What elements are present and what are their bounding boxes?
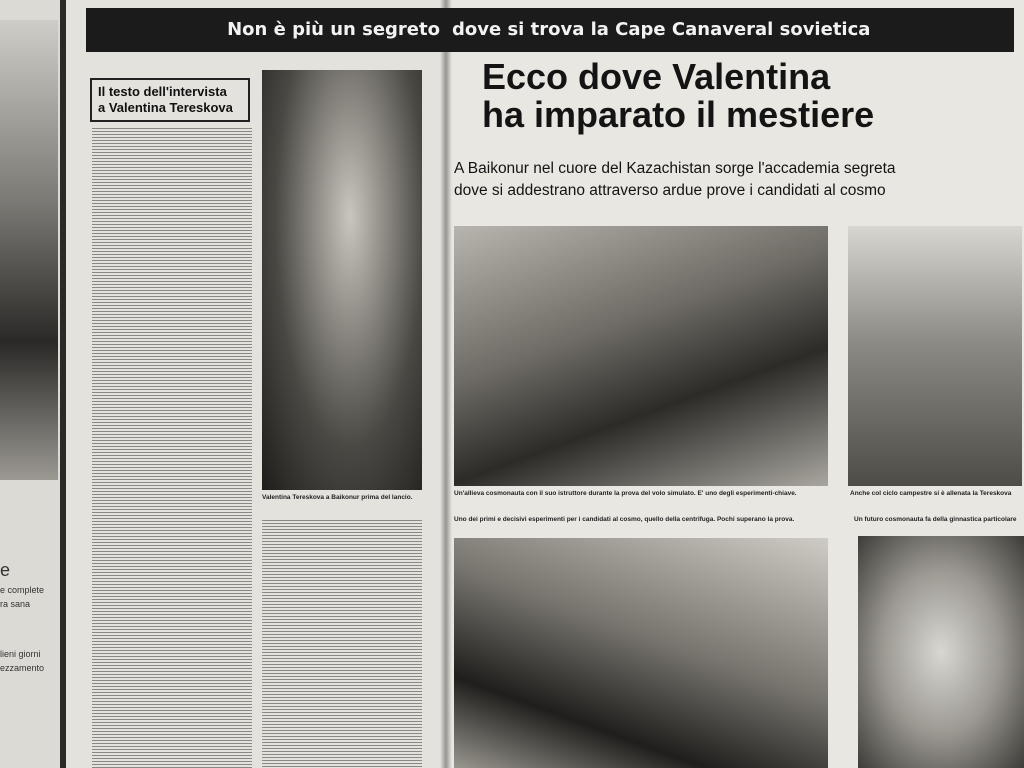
prev-text-line: e complete xyxy=(0,585,45,595)
interview-title-box xyxy=(90,78,250,122)
subhead-line2: dove si addestrano attraverso ardue prove i candidati al cosmo xyxy=(454,182,886,199)
prev-text-line: ra sana xyxy=(0,599,31,609)
article-subhead xyxy=(454,158,1024,202)
previous-page xyxy=(0,0,60,768)
bicycle-training-photo xyxy=(848,226,1022,486)
centrifuge-caption: Uno dei primi e decisivi esperimenti per i candidati al cosmo, quello della centrifuga. Pochi superano la prova. xyxy=(454,516,795,523)
simulator-caption: Un'allieva cosmonauta con il suo istruttore durante la prova del volo simulato. E' uno degli esperimenti-chiave. xyxy=(454,490,797,497)
prev-text-line: ezzamento xyxy=(0,663,45,673)
gymnastics-caption: Un futuro cosmonauta fa della ginnastica particolare xyxy=(854,516,1017,523)
headline-line1: Ecco dove Valentina xyxy=(482,56,831,97)
prev-text-line: e xyxy=(0,560,11,580)
banner-left: Non è più un segreto xyxy=(86,8,446,52)
portrait-caption: Valentina Tereskova a Baikonur prima del lancio. xyxy=(262,494,413,501)
banner-right: dove si trova la Cape Canaveral sovietica xyxy=(446,8,1014,52)
interview-title-line2: a Valentina Tereskova xyxy=(98,100,233,115)
flight-simulator-photo xyxy=(454,226,828,486)
previous-page-photo xyxy=(0,20,58,480)
interview-body-text xyxy=(92,128,252,768)
gymnastics-wheel-photo xyxy=(858,536,1024,768)
centrifuge-photo xyxy=(454,538,828,768)
bicycle-caption: Anche col ciclo campestre si è allenata la Tereskova xyxy=(850,490,1012,497)
tereskova-portrait-photo xyxy=(262,70,422,490)
subhead-line1: A Baikonur nel cuore del Kazachistan sorge l'accademia segreta xyxy=(454,160,896,177)
article-headline xyxy=(482,58,1022,134)
prev-text-line: lieni giorni xyxy=(0,649,41,659)
article-body-text xyxy=(262,520,422,768)
headline-line2: ha imparato il mestiere xyxy=(482,94,875,135)
previous-page-text xyxy=(0,560,60,677)
interview-title-line1: Il testo dell'intervista xyxy=(98,84,227,99)
page-gutter xyxy=(440,0,452,768)
